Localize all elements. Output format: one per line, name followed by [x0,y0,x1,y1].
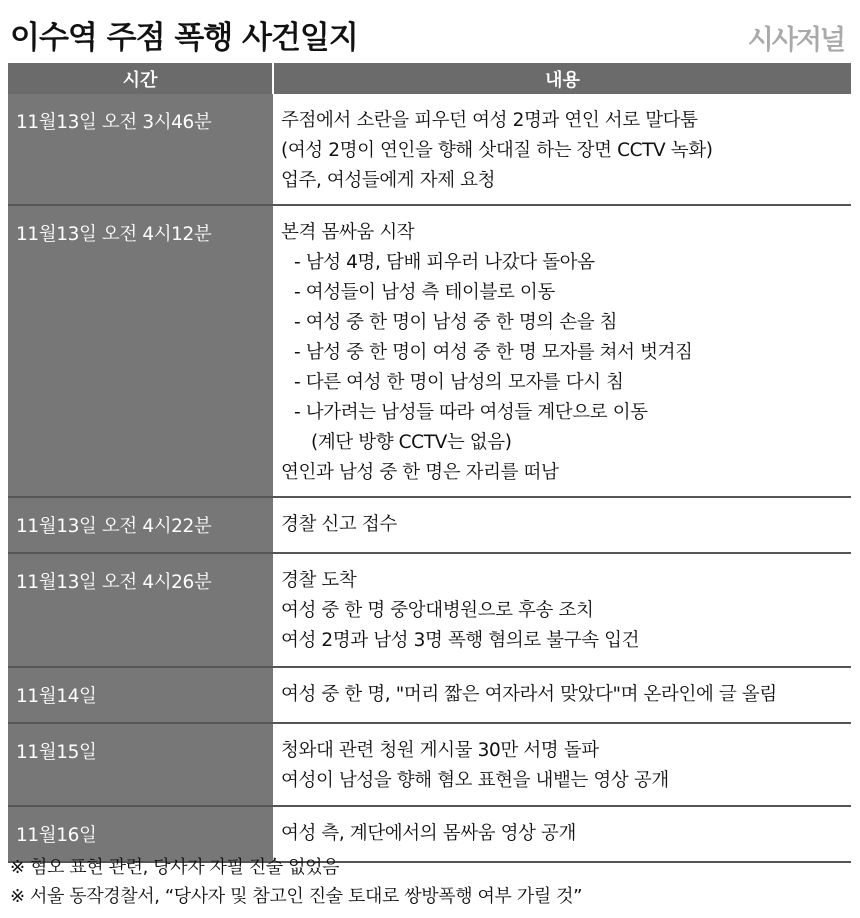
timeline-table [8,63,851,863]
content-cell [273,667,851,723]
time-cell: 11월14일 [8,667,273,723]
content-subline: (계단 방향 CCTV는 없음) [311,432,512,453]
footnote: ※ 혐오 표현 관련, 당사자 자필 진술 없었음 [10,857,340,878]
time-cell: 11월13일 오전 3시46분 [8,94,273,205]
page-title: 이수역 주점 폭행 사건일지 [10,20,358,56]
content-subline: - 나가려는 남성들 따라 여성들 계단으로 이동 [294,402,648,423]
content-line: 여성 측, 계단에서의 몸싸움 영상 공개 [281,823,576,844]
content-line: 주점에서 소란을 피우던 여성 2명과 연인 서로 말다툼 [281,110,698,131]
time-cell: 11월15일 [8,723,273,806]
content-line: 청와대 관련 청원 게시물 30만 서명 돌파 [281,740,599,761]
publisher-logo: 시사저널 [747,25,844,56]
content-line: 경찰 도착 [281,570,357,591]
content-line: 여성 중 한 명, "머리 짧은 여자라서 맞았다"며 온라인에 글 올림 [281,684,777,705]
content-subline: - 남성 중 한 명이 여성 중 한 명 모자를 쳐서 벗겨짐 [294,342,693,363]
content-subline: - 여성 중 한 명이 남성 중 한 명의 손을 침 [294,312,618,333]
content-line: 연인과 남성 중 한 명은 자리를 떠남 [281,462,559,483]
content-subline: - 남성 4명, 담배 피우러 나갔다 돌아옴 [294,252,595,273]
content-subline: - 다른 여성 한 명이 남성의 모자를 다시 침 [294,372,624,393]
content-cell [273,94,851,205]
content-line: 여성 중 한 명 중앙대병원으로 후송 조치 [281,600,594,621]
content-cell [273,723,851,806]
content-line: 여성 2명과 남성 3명 폭행 혐의로 불구속 입건 [281,630,640,651]
content-line: 여성이 남성을 향해 혐오 표현을 내뱉는 영상 공개 [281,770,669,791]
time-cell: 11월13일 오전 4시12분 [8,205,273,497]
footnote: ※ 서울 동작경찰서, “당사자 및 참고인 진술 토대로 쌍방폭행 여부 가릴 것” [10,886,583,907]
content-line: 업주, 여성들에게 자제 요청 [281,170,496,191]
table-row [8,205,851,497]
column-header-time: 시간 [8,63,273,94]
content-cell [273,205,851,497]
table-row [8,553,851,667]
table-row [8,667,851,723]
time-cell: 11월13일 오전 4시26분 [8,553,273,667]
table-row [8,94,851,205]
table-row [8,497,851,553]
content-cell [273,553,851,667]
column-header-content: 내용 [273,63,851,94]
content-line: 본격 몸싸움 시작 [281,222,415,243]
time-cell: 11월13일 오전 4시22분 [8,497,273,553]
content-subline: - 여성들이 남성 측 테이블로 이동 [294,282,555,303]
table-header-row [8,63,851,94]
table-row [8,723,851,806]
content-line: (여성 2명이 연인을 향해 삿대질 하는 장면 CCTV 녹화) [281,140,713,161]
footnotes [10,853,582,911]
time-cell: 11월16일 [8,806,273,862]
content-line: 경찰 신고 접수 [281,514,397,535]
content-cell [273,497,851,553]
